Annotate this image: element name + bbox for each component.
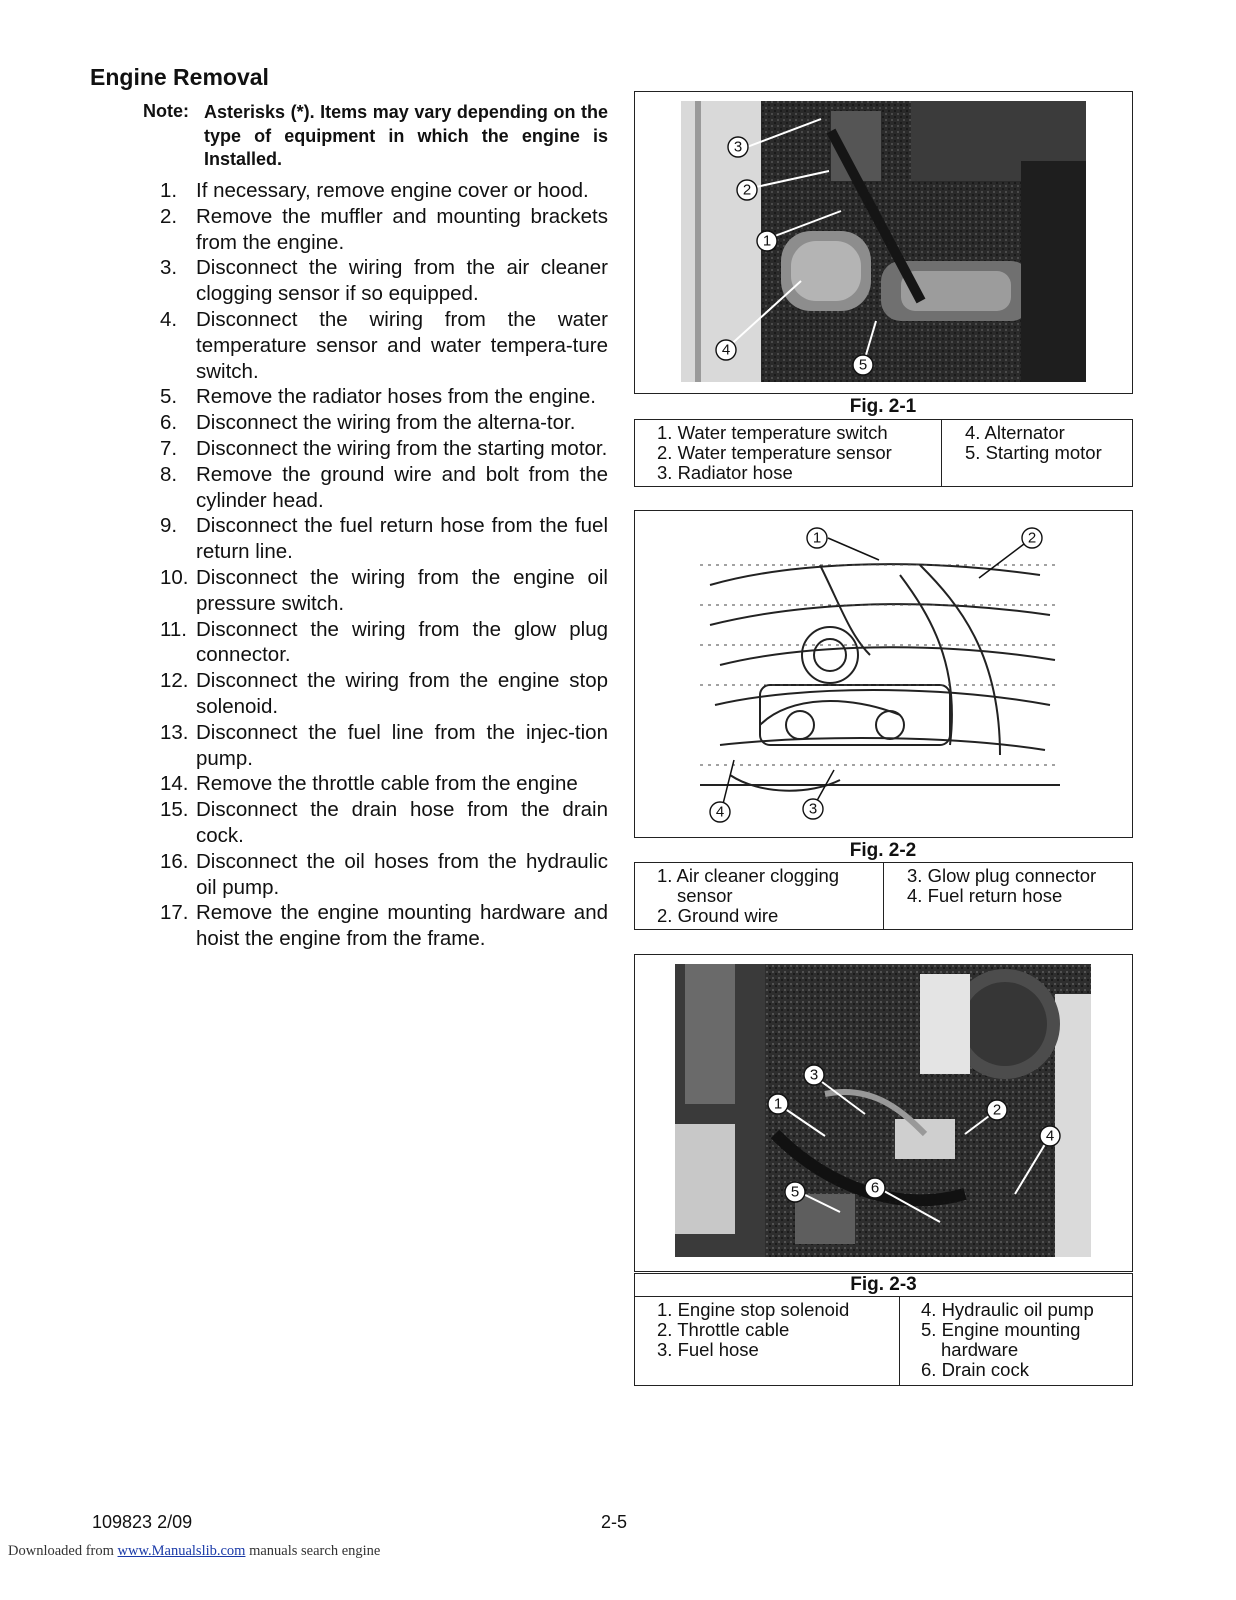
callout-number: 5 <box>790 1183 800 1201</box>
step-text: Disconnect the wiring from the alterna-tor. <box>196 411 576 435</box>
step-number: 12. <box>160 669 189 693</box>
legend-item: 2. Water temperature sensor <box>657 442 892 463</box>
step-item <box>160 797 608 849</box>
legend-item: 1. Water temperature switch <box>657 422 888 443</box>
callout-marker <box>865 1178 885 1198</box>
legend-item-continued: sensor <box>677 885 733 906</box>
removal-steps-list <box>160 178 608 952</box>
step-text: Remove the engine mounting hardware and hoist the engine from the frame. <box>196 901 608 951</box>
callout-number: 4 <box>715 803 725 821</box>
step-text: Disconnect the wiring from the engine oil pressure switch. <box>196 565 608 615</box>
step-number: 16. <box>160 849 189 873</box>
legend-item: 5. Starting motor <box>965 442 1102 463</box>
legend-right-column <box>921 1300 1094 1380</box>
figure-2-2-caption: Fig. 2-2 <box>849 840 917 861</box>
document-number: 109823 2/09 <box>92 1512 193 1532</box>
legend-left-column <box>657 866 839 926</box>
step-text: Disconnect the wiring from the starting motor. <box>196 436 608 460</box>
callout-number: 6 <box>870 1179 880 1197</box>
step-number: 3. <box>160 256 178 280</box>
note-label: Note: <box>143 101 189 121</box>
callout-marker <box>757 231 777 251</box>
figure-2-1-callouts <box>681 101 1086 382</box>
step-item <box>160 617 608 669</box>
callout-number: 2 <box>1027 529 1037 547</box>
manualslib-link[interactable]: www.Manualslib.com <box>117 1543 246 1559</box>
step-item <box>160 565 608 617</box>
legend-item: 3. Radiator hose <box>657 462 793 483</box>
callout-number: 5 <box>858 356 868 374</box>
step-text: Disconnect the wiring from the air cleaner clogging sensor if so equipped. <box>196 256 608 306</box>
legend-item: 1. Engine stop solenoid <box>657 1299 850 1320</box>
callout-number: 1 <box>812 529 822 547</box>
callout-marker <box>768 1094 788 1114</box>
legend-item: 4. Hydraulic oil pump <box>921 1299 1094 1320</box>
legend-item: 4. Fuel return hose <box>907 885 1063 906</box>
callout-marker <box>987 1100 1007 1120</box>
step-text: Disconnect the wiring from the engine stop solenoid. <box>196 669 608 718</box>
page-number: 2-5 <box>601 1512 628 1532</box>
legend-item: 2. Throttle cable <box>657 1319 790 1340</box>
step-text: Remove the ground wire and bolt from the cylinder head. <box>196 462 608 512</box>
legend-item: 3. Glow plug connector <box>907 865 1097 886</box>
legend-item: 4. Alternator <box>965 422 1065 443</box>
section-title: Engine Removal <box>90 64 269 90</box>
step-item <box>160 849 608 901</box>
callout-marker <box>807 528 827 548</box>
step-item <box>160 513 608 565</box>
callout-marker <box>804 1065 824 1085</box>
step-item <box>160 384 608 410</box>
legend-left-column <box>657 1300 849 1360</box>
callout-marker <box>853 355 873 375</box>
step-item <box>160 720 608 772</box>
step-number: 9. <box>160 514 178 538</box>
step-number: 7. <box>160 436 178 460</box>
callout-number: 4 <box>1045 1127 1055 1145</box>
callout-marker <box>1022 528 1042 548</box>
legend-item: 6. Drain cock <box>921 1359 1029 1380</box>
legend-item: 5. Engine mounting <box>921 1319 1081 1340</box>
step-text: Disconnect the fuel line from the injec-tion pump. <box>196 720 608 770</box>
callout-number: 1 <box>762 232 772 250</box>
figure-2-3-legend <box>634 1296 1133 1386</box>
figure-2-2-legend <box>634 862 1133 930</box>
figure-2-3-caption: Fig. 2-3 <box>634 1273 1133 1297</box>
step-number: 14. <box>160 772 189 796</box>
step-text: Disconnect the drain hose from the drain cock. <box>196 798 608 847</box>
legend-item-continued: hardware <box>941 1339 1019 1360</box>
note-text: Asterisks (*). Items may vary depending on the type of equipment in which the engine is Installed. <box>204 102 608 169</box>
step-item <box>160 668 608 720</box>
step-item <box>160 410 608 436</box>
step-item <box>160 178 608 204</box>
callout-number: 1 <box>773 1095 783 1113</box>
figure-2-2-callouts <box>634 510 1131 836</box>
step-text: If necessary, remove engine cover or hood. <box>196 179 589 202</box>
step-number: 4. <box>160 307 178 331</box>
step-number: 10. <box>160 565 189 589</box>
callout-marker <box>785 1182 805 1202</box>
legend-item: 2. Ground wire <box>657 905 779 926</box>
step-item <box>160 307 608 384</box>
callout-number: 3 <box>809 1066 819 1084</box>
callout-marker <box>1040 1126 1060 1146</box>
figure-2-3-callouts <box>675 964 1091 1257</box>
step-item <box>160 900 608 952</box>
callout-number: 3 <box>808 800 818 818</box>
step-number: 1. <box>160 179 178 202</box>
download-suffix: manuals search engine <box>249 1543 381 1559</box>
callout-marker <box>803 799 823 819</box>
callout-number: 4 <box>721 341 731 359</box>
step-text: Disconnect the wiring from the water temperature sensor and water tempera-ture switch. <box>196 307 608 383</box>
step-number: 15. <box>160 798 189 822</box>
step-item <box>160 436 608 462</box>
step-text: Remove the throttle cable from the engine <box>196 772 578 796</box>
legend-item: 3. Fuel hose <box>657 1339 759 1360</box>
step-text: Remove the radiator hoses from the engine. <box>196 385 596 409</box>
figure-2-1-legend <box>634 419 1133 487</box>
callout-marker <box>716 340 736 360</box>
step-text: Disconnect the oil hoses from the hydraulic oil pump. <box>196 849 608 899</box>
callout-number: 2 <box>742 181 752 199</box>
step-number: 11. <box>160 617 187 641</box>
step-text: Disconnect the wiring from the glow plug connector. <box>196 617 608 667</box>
step-number: 8. <box>160 462 178 486</box>
step-text: Disconnect the fuel return hose from the fuel return line. <box>196 514 608 564</box>
legend-item: 1. Air cleaner clogging <box>657 865 840 886</box>
step-item <box>160 255 608 307</box>
figure-2-1-caption: Fig. 2-1 <box>849 396 917 417</box>
step-number: 17. <box>160 901 189 925</box>
download-notice <box>8 1543 380 1560</box>
step-number: 13. <box>160 720 189 744</box>
step-item <box>160 462 608 514</box>
step-number: 2. <box>160 204 178 228</box>
step-item <box>160 771 608 797</box>
download-prefix: Downloaded from <box>8 1543 114 1559</box>
step-number: 5. <box>160 385 178 409</box>
callout-number: 3 <box>733 138 743 156</box>
callout-marker <box>728 137 748 157</box>
legend-right-column <box>965 423 1102 463</box>
legend-left-column <box>657 423 892 483</box>
legend-right-column <box>907 866 1096 906</box>
step-number: 6. <box>160 411 178 435</box>
callout-number: 2 <box>992 1101 1002 1119</box>
callout-marker <box>737 180 757 200</box>
step-item <box>160 204 608 256</box>
callout-marker <box>710 802 730 822</box>
step-text: Remove the muffler and mounting brackets from the engine. <box>196 204 608 254</box>
